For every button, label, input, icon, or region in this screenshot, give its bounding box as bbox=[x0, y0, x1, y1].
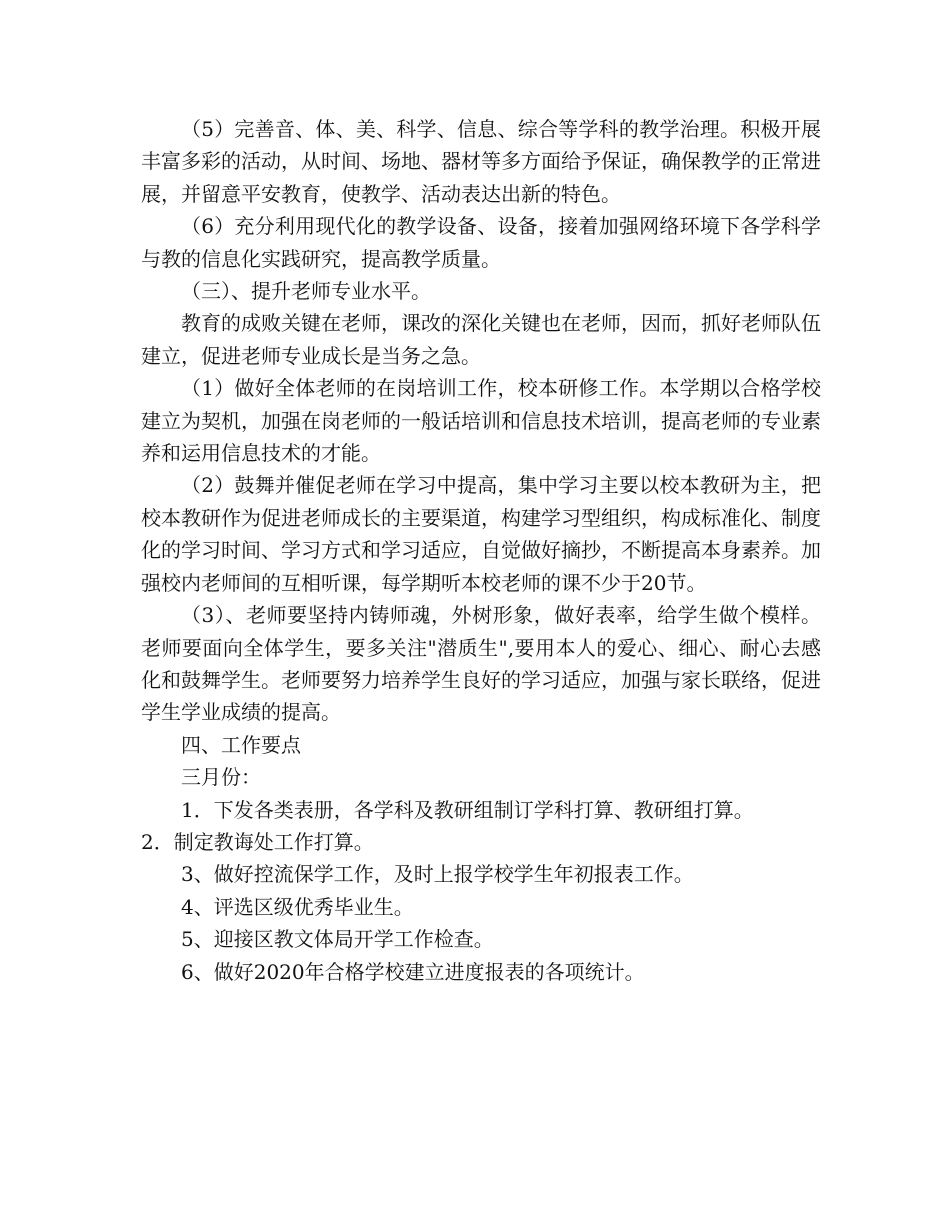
list-item-5: 5、迎接区教文体局开学工作检查。 bbox=[181, 927, 494, 952]
list-item-4: 4、评选区级优秀毕业生。 bbox=[181, 894, 414, 919]
paragraph-teacher-key: 教育的成败关键在老师，课改的深化关键也在老师，因而，抓好老师队伍建立，促进老师专业成长是当务之急。 bbox=[141, 311, 821, 368]
document-body bbox=[141, 113, 821, 988]
month-heading-march: 三月份： bbox=[181, 765, 261, 790]
paragraph-modern-equipment: （6）充分利用现代化的教学设备、设备，接着加强网络环境下各学科学与教的信息化实践研究，提高教学质量。 bbox=[141, 214, 821, 271]
paragraph-study: （2）鼓舞并催促老师在学习中提高，集中学习主要以校本教研为主，把校本教研作为促进老师成长的主要渠道，构建学习型组织，构成标准化、制度化的学习时间、学习方式和学习适应，自觉做好摘抄，不断提高本身素养。加强校内老师间的互相听课，每学期听本校老师的课不少于20节。 bbox=[141, 473, 821, 595]
list-item-1: 1．下发各类表册，各学科及教研组制订学科打算、教研组打算。 bbox=[181, 797, 754, 822]
list-item-3: 3、做好控流保学工作，及时上报学校学生年初报表工作。 bbox=[181, 862, 694, 887]
list-item-2: 2．制定教诲处工作打算。 bbox=[141, 829, 374, 854]
paragraph-training: （1）做好全体老师的在岗培训工作，校本研修工作。本学期以合格学校建立为契机，加强在岗老师的一般话培训和信息技术培训，提高老师的专业素养和运用信息技术的才能。 bbox=[141, 376, 821, 466]
section-heading-work-points: 四、工作要点 bbox=[181, 732, 301, 757]
list-item-6: 6、做好2020年合格学校建立进度报表的各项统计。 bbox=[181, 959, 645, 984]
section-heading-teacher-level: （三）、提升老师专业水平。 bbox=[181, 279, 431, 304]
paragraph-teacher-ethics: （3）、老师要坚持内铸师魂，外树形象，做好表率，给学生做个模样。老师要面向全体学生，要多关注"潜质生",要用本人的爱心、细心、耐心去感化和鼓舞学生。老师要努力培养学生良好的学习适应，加强与家长联络，促进学生学业成绩的提高。 bbox=[141, 603, 821, 725]
paragraph-music-sports-arts: （5）完善音、体、美、科学、信息、综合等学科的教学治理。积极开展丰富多彩的活动，从时间、场地、器材等多方面给予保证，确保教学的正常进展，并留意平安教育，使教学、活动表达出新的特色。 bbox=[141, 117, 821, 206]
